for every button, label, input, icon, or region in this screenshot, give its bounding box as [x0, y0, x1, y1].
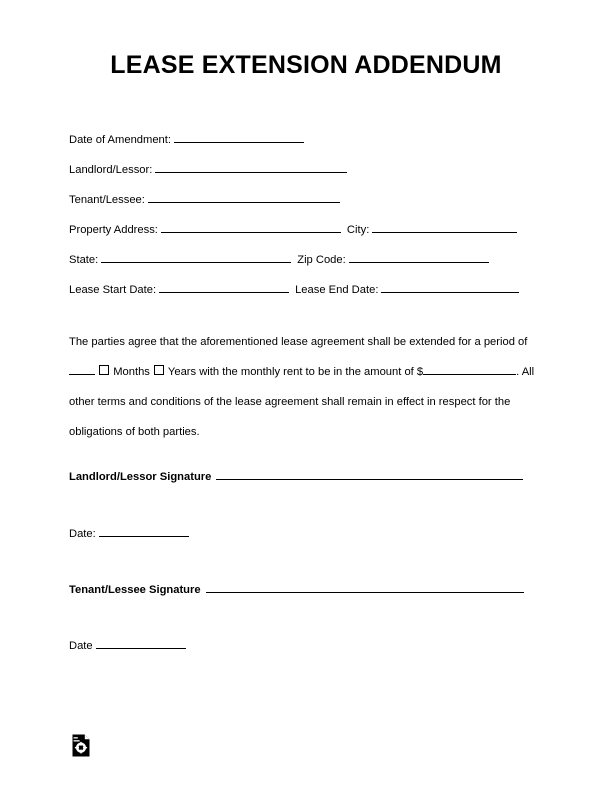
tenant-date-input[interactable] [96, 637, 186, 649]
document-page-icon [72, 734, 92, 757]
field-input-city[interactable] [372, 221, 517, 233]
landlord-date-input[interactable] [99, 525, 189, 537]
field-input-date-of-amendment[interactable] [174, 131, 304, 143]
agreement-paragraph [69, 327, 539, 447]
field-input-tenant-lessee[interactable] [148, 191, 340, 203]
field-label-city: City: [346, 224, 370, 236]
page-title: LEASE EXTENSION ADDENDUM [110, 51, 502, 79]
tenant-date-label: Date [69, 640, 93, 652]
field-input-lease-start-date[interactable] [159, 281, 289, 293]
tenant-signature-input[interactable] [206, 581, 524, 593]
years-checkbox[interactable] [154, 365, 164, 375]
landlord-signature-row [69, 468, 523, 485]
field-label-state: State: [69, 254, 99, 266]
period-length-blank[interactable] [69, 363, 95, 375]
field-input-landlord-lessor[interactable] [155, 161, 347, 173]
tenant-signature-row [69, 581, 524, 598]
landlord-signature-input[interactable] [216, 468, 523, 480]
landlord-date-row [69, 525, 189, 542]
months-checkbox[interactable] [99, 365, 109, 375]
field-input-state[interactable] [101, 251, 291, 263]
field-label-date-of-amendment: Date of Amendment: [69, 134, 171, 146]
checkbox-label-months: Months [113, 366, 150, 378]
field-label-zip-code: Zip Code: [297, 254, 346, 266]
tenant-signature-label: Tenant/Lessee Signature [69, 584, 201, 596]
field-input-property-address[interactable] [161, 221, 341, 233]
field-row-property-address-city [69, 221, 549, 251]
form-fields-block [69, 131, 549, 311]
currency-symbol: $ [416, 366, 424, 378]
tenant-date-row [69, 637, 186, 654]
field-label-property-address: Property Address: [69, 224, 158, 236]
field-label-lease-start-date: Lease Start Date: [69, 284, 157, 296]
field-input-zip-code[interactable] [349, 251, 489, 263]
field-label-tenant-lessee: Tenant/Lessee: [69, 194, 145, 206]
field-input-lease-end-date[interactable] [381, 281, 519, 293]
landlord-date-label: Date: [69, 528, 96, 540]
rent-amount-blank[interactable] [423, 363, 516, 375]
field-row-tenant-lessee [69, 191, 549, 221]
field-row-lease-start-end-date [69, 281, 549, 311]
paragraph-segment-4: . All other terms and conditions of the lease agreement shall remain in effect in respect for the obligations of both parties. [69, 366, 535, 438]
field-row-landlord-lessor [69, 161, 549, 191]
paragraph-segment-1: The parties agree that the aforementioned lease agreement shall be extended for a period of [69, 336, 528, 348]
field-label-landlord-lessor: Landlord/Lessor: [69, 164, 153, 176]
landlord-signature-label: Landlord/Lessor Signature [69, 471, 212, 483]
field-row-state-zip [69, 251, 549, 281]
field-row-date-of-amendment [69, 131, 549, 161]
field-label-lease-end-date: Lease End Date: [295, 284, 379, 296]
checkbox-label-years: Years with the monthly rent to be in the amount of [167, 366, 414, 378]
